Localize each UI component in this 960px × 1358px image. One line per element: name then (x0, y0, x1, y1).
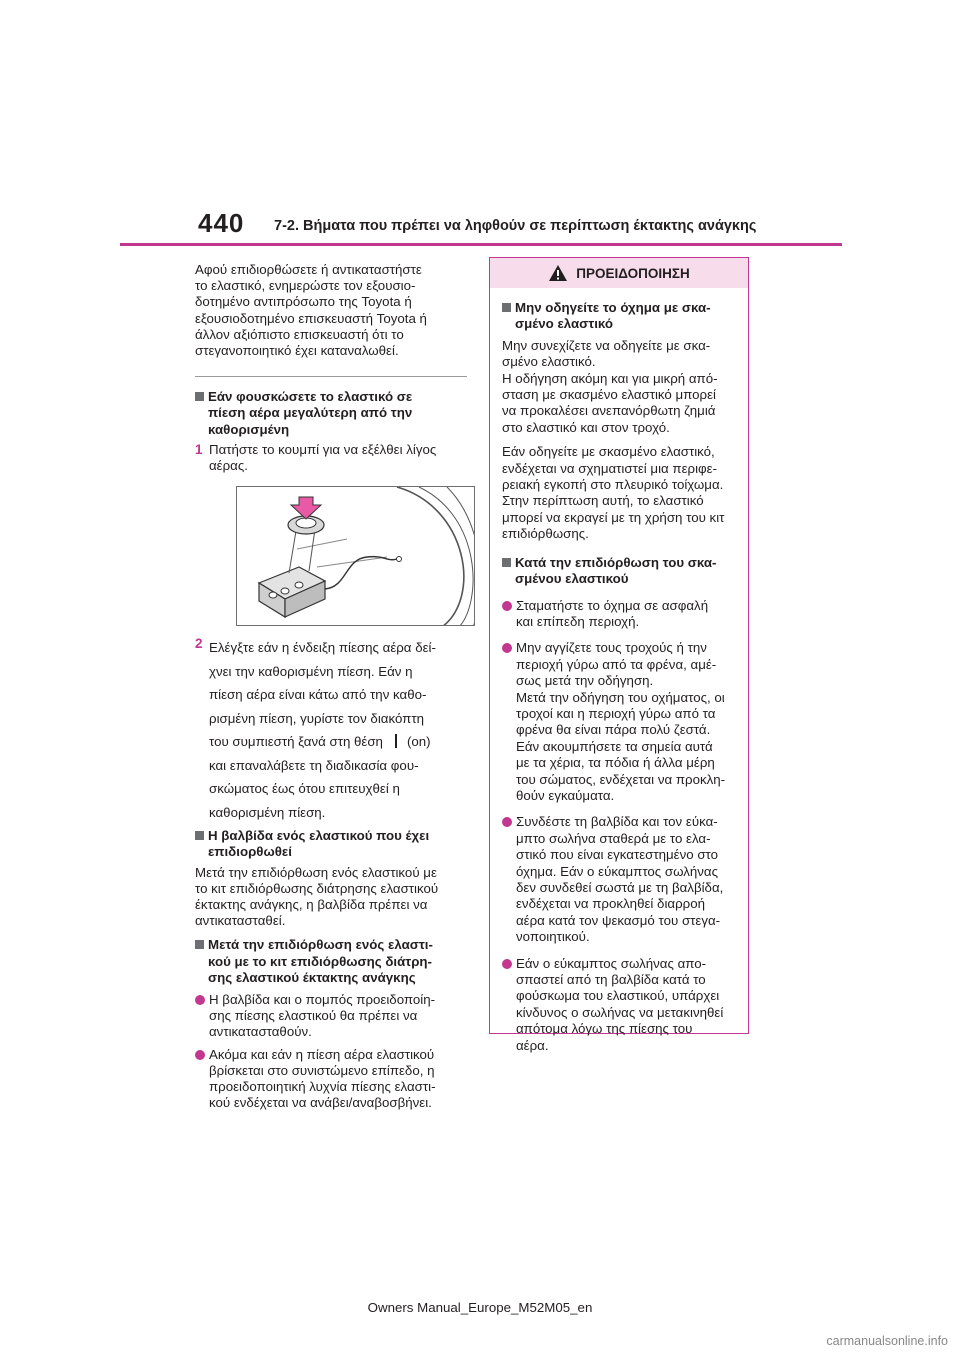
intro-paragraph: Αφού επιδιορθώσετε ή αντικαταστήστε το ελαστικό, ενημερώστε τον εξουσιο- δοτημένο αντιπρόσωπο της Toyota ή εξουσιοδοτημένο επισκευαστή Toyota ή άλλον αξιόπιστο επισκευαστή ότι το στεγανοποιητικό έχει καταναλωθεί. (195, 262, 427, 359)
step-number: 2 (195, 636, 203, 652)
footer-manual-id: Owners Manual_Europe_M52M05_en (367, 1300, 593, 1315)
step-text: Ελέγξτε εάν η ένδειξη πίεσης αέρα δεί- χνει την καθορισμένη πίεση. Εάν η πίεση αέρα είναι κάτω από την καθο- ρισμένη πίεση, γυρίστε τον διακόπτη του συμπιεστή ξανά στη θέση (on) και επαναλάβετε τη διαδικασία φου- σκώματος έως ότου επιτευχθεί η καθορισμένη πίεση. (209, 636, 473, 824)
square-bullet-icon (195, 940, 204, 949)
step-2 (195, 636, 473, 824)
page-number: 440 (198, 208, 245, 238)
square-bullet-icon (502, 558, 511, 567)
warning-triangle-icon (548, 264, 568, 282)
warning-bullet: Συνδέστε τη βαλβίδα και τον εύκα- μπτο σωλήνα σταθερά με το ελα- στικό που είναι εγκατεστημένο στο όχημα. Εάν ο εύκαμπτος σωλήνας δεν συνδεθεί σωστά με τη βαλβίδα, ενδέχεται να προκληθεί διαρροή αέρα κατά τον ψεκασμό του στεγα- νοποιητικού. (502, 814, 738, 945)
warning-bullet: Μην αγγίζετε τους τροχούς ή την περιοχή γύρω από τα φρένα, αμέ- σως μετά την οδήγηση. Μετά την οδήγηση του οχήματος, οι τροχοί και η περιοχή γύρω από τα φρένα θα είναι πάρα πολύ ζεστά. Εάν ακουμπήσετε τα σημεία αυτά με τα χέρια, τα πόδια ή άλλα μέρη του σώματος, ενδέχεται να προκλη- θούν εγκαύματα. (502, 640, 738, 804)
watermark: carmanualsonline.info (826, 1334, 948, 1348)
tire-repair-kit-svg (237, 487, 475, 626)
section-title: 7-2. Βήματα που πρέπει να ληφθούν σε περίπτωση έκτακτης ανάγκης (274, 218, 757, 234)
square-bullet-icon (502, 303, 511, 312)
subheading-after-repair: Μετά την επιδιόρθωση ενός ελαστι- κού με το κιτ επιδιόρθωσης διάτρη- σης ελαστικού έκτακτης ανάγκης (195, 937, 473, 986)
square-bullet-icon (195, 392, 204, 401)
left-column (195, 262, 473, 1117)
round-bullet-icon (195, 995, 205, 1005)
header-rule (120, 243, 842, 246)
warning-paragraph: Μην συνεχίζετε να οδηγείτε με σκα- σμένο ελαστικό. Η οδήγηση ακόμη και για μικρή από- σταση με σκασμένο ελαστικό μπορεί να προκαλέσει ανεπανόρθωτη ζημιά στο ελαστικό και στον τροχό. (502, 337, 718, 435)
round-bullet-icon (502, 601, 512, 611)
on-position-icon (395, 734, 397, 748)
switch-line: του συμπιεστή ξανά στη θέση (on) (209, 734, 431, 750)
warning-box (489, 257, 749, 1053)
separator (195, 376, 467, 377)
step-text: Πατήστε το κουμπί για να εξέλθει λίγος αέρας. (209, 441, 437, 474)
warning-paragraph: Εάν οδηγείτε με σκασμένο ελαστικό, ενδέχεται να σχηματιστεί μια περιφε- ρειακή εγκοπή στο πλευρικό τοίχωμα. Στην περίπτωση αυτή, το ελαστικό μπορεί να εκραγεί με τη χρήση του κιτ επιδιόρθωσης. (502, 444, 725, 542)
bullet-item: Η βαλβίδα και ο πομπός προειδοποίη- σης πίεσης ελαστικού θα πρέπει να αντικατασταθούν. (195, 992, 473, 1041)
warning-title: ΠΡΟΕΙΔΟΠΟΙΗΣΗ (576, 265, 690, 281)
warning-bullet: Εάν ο εύκαμπτος σωλήνας απο- σπαστεί από τη βαλβίδα κατά το φούσκωμα του ελαστικού, υπάρχει κίνδυνος ο σωλήνας να μετακινηθεί απότομα λόγω της πίεσης του αέρα. (502, 956, 738, 1054)
compressor-illustration (236, 486, 475, 626)
round-bullet-icon (502, 817, 512, 827)
warning-subheading-flat: Μην οδηγείτε το όχημα με σκα- σμένο ελαστικό (502, 300, 738, 333)
step-1 (195, 442, 473, 474)
warning-subheading-repair: Κατά την επιδιόρθωση του σκα- σμένου ελαστικού (502, 555, 738, 588)
valve-paragraph: Μετά την επιδιόρθωση ενός ελαστικού με το κιτ επιδιόρθωσης διάτρησης ελαστικού έκτακτης ανάγκης, η βαλβίδα πρέπει να αντικατασταθεί. (195, 864, 439, 929)
round-bullet-icon (502, 643, 512, 653)
warning-header (490, 258, 748, 288)
round-bullet-icon (502, 959, 512, 969)
bullet-item: Ακόμα και εάν η πίεση αέρα ελαστικού βρίσκεται στο συνιστώμενο επίπεδο, η προειδοποιητική λυχνία πίεσης ελαστι- κού ενδέχεται να ανάβει/αναβοσβήνει. (195, 1047, 473, 1112)
round-bullet-icon (195, 1050, 205, 1060)
subheading-overinflate: Εάν φουσκώσετε το ελαστικό σε πίεση αέρα μεγαλύτερη από την καθορισμένη (195, 389, 473, 438)
subheading-valve: Η βαλβίδα ενός ελαστικού που έχει επιδιορθωθεί (195, 828, 473, 860)
step-number: 1 (195, 441, 203, 457)
square-bullet-icon (195, 831, 204, 840)
warning-bullet: Σταματήστε το όχημα σε ασφαλή και επίπεδη περιοχή. (502, 598, 738, 631)
warning-body (490, 288, 748, 1054)
